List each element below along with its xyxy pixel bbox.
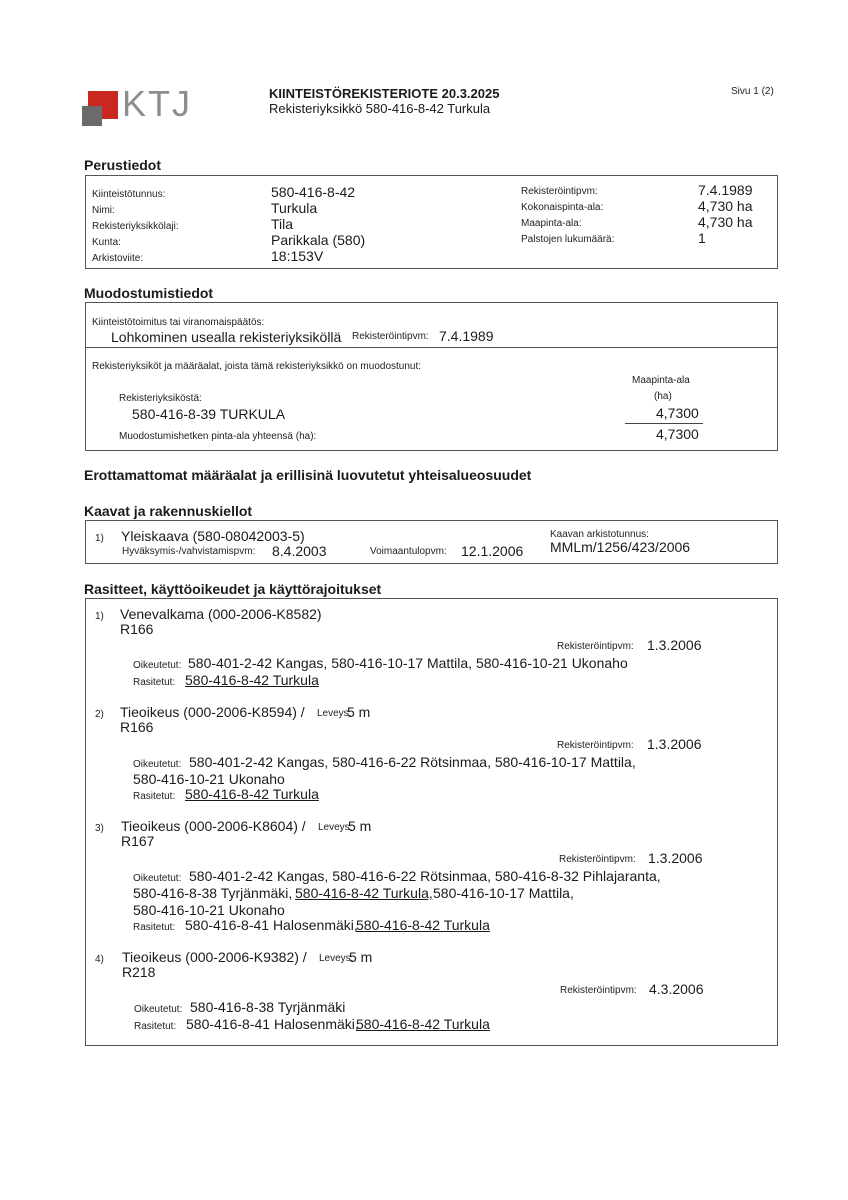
- label-toimitus-rekisterointipvm: Rekisteröintipvm:: [352, 331, 429, 342]
- document-title: KIINTEISTÖREKISTERIOTE 20.3.2025: [269, 86, 500, 101]
- label-kokonaispinta-ala: Kokonaispinta-ala:: [521, 202, 604, 213]
- value-total-area: 4,7300: [656, 426, 699, 442]
- value-toimitus-rekisterointipvm: 7.4.1989: [439, 328, 494, 344]
- value-rekisteriyksikkolaji: Tila: [271, 216, 294, 232]
- value-rasite-rekisterointipvm: 1.3.2006: [647, 637, 702, 653]
- label-rekisteriyksikkolaji: Rekisteriyksikkölaji:: [92, 221, 179, 232]
- section-heading-erottamattomat: Erottamattomat määräalat ja erillisinä luovutetut yhteisalueosuudet: [84, 467, 532, 483]
- label-muodostuneet: Rekisteriyksiköt ja määräalat, joista tämä rekisteriyksikkö on muodostunut:: [92, 361, 422, 372]
- value-oikeutetut-line-1: 580-401-2-42 Kangas, 580-416-6-22 Rötsinmaa, 580-416-10-17 Mattila,: [189, 754, 636, 770]
- value-oikeutetut-line-3: 580-416-10-21 Ukonaho: [133, 902, 285, 918]
- value-rasitetut-a: 580-416-8-41 Halosenmäki,: [186, 1016, 359, 1032]
- value-rasitetut: 580-416-8-42 Turkula: [185, 786, 319, 802]
- value-leveys: 5 m: [349, 949, 373, 965]
- logo-mark-shadow: [82, 106, 102, 126]
- rasite-number: 4): [95, 954, 104, 965]
- section-heading-muodostumistiedot: Muodostumistiedot: [84, 285, 214, 301]
- value-rasitetut: 580-416-8-42 Turkula: [185, 672, 319, 688]
- label-kiinteistotunnus: Kiinteistötunnus:: [92, 189, 166, 200]
- value-toimitus: Lohkominen usealla rekisteriyksiköllä: [111, 329, 342, 345]
- value-rasite-rekisterointipvm: 1.3.2006: [648, 850, 703, 866]
- value-rasitetut-a: 580-416-8-41 Halosenmäki,: [185, 917, 358, 933]
- page-number: Sivu 1 (2): [731, 86, 774, 97]
- rasite-code: R166: [120, 719, 154, 735]
- label-kaavan-arkistotunnus: Kaavan arkistotunnus:: [550, 529, 649, 540]
- label-oikeutetut: Oikeutetut:: [133, 660, 182, 671]
- value-rasite-rekisterointipvm: 1.3.2006: [647, 736, 702, 752]
- label-rekisteriyksikosta: Rekisteriyksiköstä:: [119, 393, 202, 404]
- label-arkistoviite: Arkistoviite:: [92, 253, 144, 264]
- label-oikeutetut: Oikeutetut:: [134, 1004, 183, 1015]
- column-header-ha: (ha): [654, 391, 672, 402]
- kaava-number: 1): [95, 533, 104, 544]
- value-rasitetut-b: 580-416-8-42 Turkula: [356, 917, 490, 933]
- rasite-title: Tieoikeus (000-2006-K9382) /: [122, 949, 307, 965]
- logo-text: KTJ: [122, 83, 193, 124]
- value-kiinteistotunnus: 580-416-8-42: [271, 184, 356, 200]
- label-rasitetut: Rasitetut:: [133, 922, 176, 933]
- label-leveys: Leveys:: [318, 822, 353, 833]
- rasite-title: Tieoikeus (000-2006-K8604) /: [121, 818, 306, 834]
- label-toimitus: Kiinteistötoimitus tai viranomaispäätös:: [92, 317, 265, 328]
- section-heading-rasitteet: Rasitteet, käyttöoikeudet ja käyttörajoitukset: [84, 581, 382, 597]
- label-rekisterointipvm: Rekisteröintipvm:: [521, 186, 598, 197]
- label-rasite-rekisterointipvm: Rekisteröintipvm:: [557, 740, 634, 751]
- rasite-code: R166: [120, 621, 154, 637]
- label-rasitetut: Rasitetut:: [134, 1021, 177, 1032]
- rasite-number: 1): [95, 611, 104, 622]
- value-voimaantulopvm: 12.1.2006: [461, 543, 524, 559]
- label-rasitetut: Rasitetut:: [133, 677, 176, 688]
- value-oikeutetut: 580-401-2-42 Kangas, 580-416-10-17 Mattila, 580-416-10-21 Ukonaho: [188, 655, 628, 671]
- value-kunta: Parikkala (580): [271, 232, 366, 248]
- perustiedot-box: [85, 175, 778, 269]
- value-leveys: 5 m: [348, 818, 372, 834]
- label-leveys: Leveys:: [319, 953, 354, 964]
- muodostumistiedot-divider: [85, 347, 778, 348]
- section-heading-perustiedot: Perustiedot: [84, 157, 162, 173]
- rasite-number: 3): [95, 823, 104, 834]
- document-subtitle: Rekisteriyksikkö 580-416-8-42 Turkula: [269, 101, 491, 116]
- value-oikeutetut-line-2: 580-416-10-21 Ukonaho: [133, 771, 285, 787]
- value-source-unit: 580-416-8-39 TURKULA: [132, 406, 286, 422]
- rasite-number: 2): [95, 709, 104, 720]
- sum-line: [625, 423, 703, 424]
- label-hyvaksymispvm: Hyväksymis-/vahvistamispvm:: [122, 546, 256, 557]
- value-oikeutetut-line-2a: 580-416-8-38 Tyrjänmäki,: [133, 885, 293, 901]
- value-kaavan-arkistotunnus: MMLm/1256/423/2006: [550, 539, 691, 555]
- label-rasitetut: Rasitetut:: [133, 791, 176, 802]
- value-palstojen-lukumaara: 1: [698, 230, 706, 246]
- value-oikeutetut-line-2c: 580-416-10-17 Mattila,: [433, 885, 574, 901]
- rasite-code: R218: [122, 964, 156, 980]
- value-nimi: Turkula: [271, 200, 318, 216]
- value-rasite-rekisterointipvm: 4.3.2006: [649, 981, 704, 997]
- value-oikeutetut-line-1: 580-401-2-42 Kangas, 580-416-6-22 Rötsinmaa, 580-416-8-32 Pihlajaranta,: [189, 868, 661, 884]
- kaava-name: Yleiskaava (580-08042003-5): [121, 528, 305, 544]
- label-leveys: Leveys:: [317, 708, 352, 719]
- column-header-maapinta-ala: Maapinta-ala: [632, 375, 690, 386]
- value-oikeutetut: 580-416-8-38 Tyrjänmäki: [190, 999, 346, 1015]
- label-rasite-rekisterointipvm: Rekisteröintipvm:: [559, 854, 636, 865]
- label-palstojen-lukumaara: Palstojen lukumäärä:: [521, 234, 615, 245]
- value-oikeutetut-line-2b: 580-416-8-42 Turkula,: [295, 885, 433, 901]
- value-kokonaispinta-ala: 4,730 ha: [698, 198, 753, 214]
- label-rasite-rekisterointipvm: Rekisteröintipvm:: [557, 641, 634, 652]
- label-oikeutetut: Oikeutetut:: [133, 759, 182, 770]
- label-nimi: Nimi:: [92, 205, 115, 216]
- section-heading-kaavat: Kaavat ja rakennuskiellot: [84, 503, 253, 519]
- rasite-code: R167: [121, 833, 155, 849]
- rasite-title: Venevalkama (000-2006-K8582): [120, 606, 322, 622]
- label-oikeutetut: Oikeutetut:: [133, 873, 182, 884]
- label-maapinta-ala: Maapinta-ala:: [521, 218, 582, 229]
- value-hyvaksymispvm: 8.4.2003: [272, 543, 327, 559]
- value-arkistoviite: 18:153V: [271, 248, 324, 264]
- label-voimaantulopvm: Voimaantulopvm:: [370, 546, 447, 557]
- value-source-area: 4,7300: [656, 405, 699, 421]
- label-kunta: Kunta:: [92, 237, 121, 248]
- rasite-title: Tieoikeus (000-2006-K8594) /: [120, 704, 305, 720]
- value-rekisterointipvm: 7.4.1989: [698, 182, 753, 198]
- value-leveys: 5 m: [347, 704, 371, 720]
- label-rasite-rekisterointipvm: Rekisteröintipvm:: [560, 985, 637, 996]
- label-total-area: Muodostumishetken pinta-ala yhteensä (ha):: [119, 431, 317, 442]
- value-rasitetut-b: 580-416-8-42 Turkula: [356, 1016, 490, 1032]
- value-maapinta-ala: 4,730 ha: [698, 214, 753, 230]
